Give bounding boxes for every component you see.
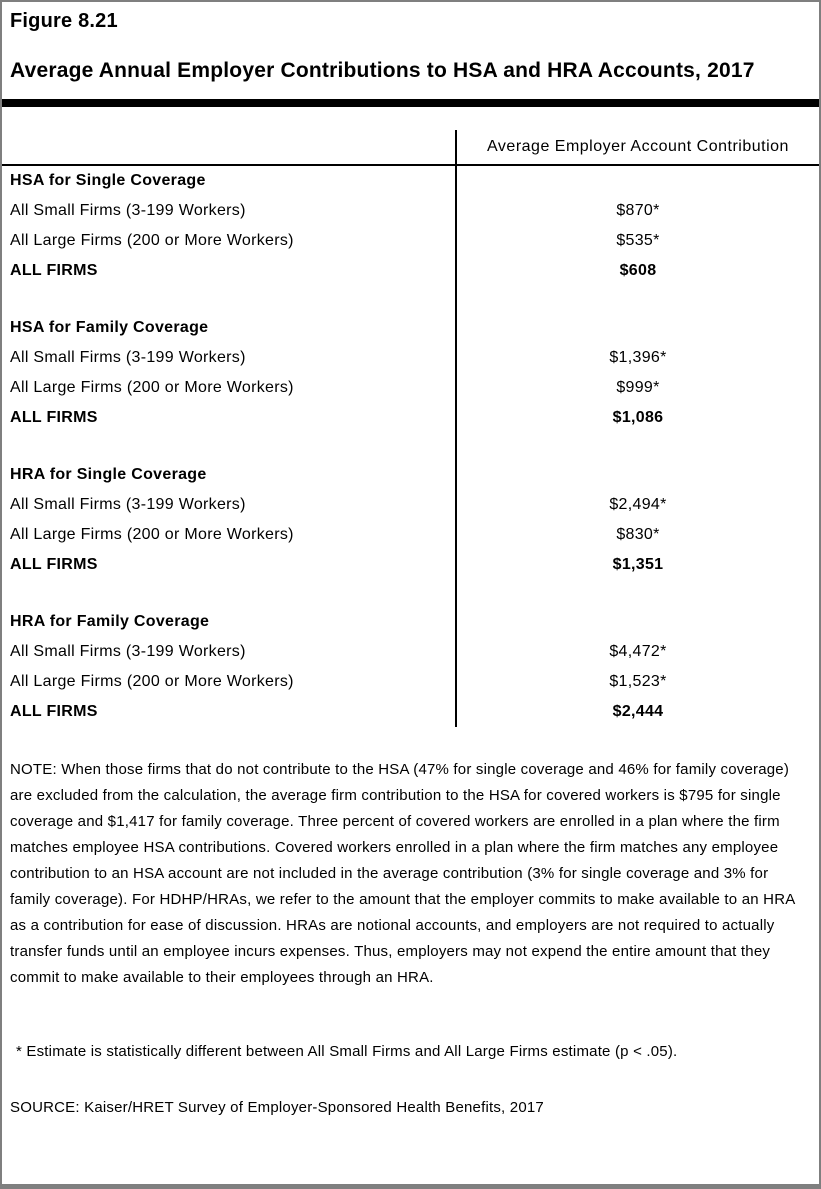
section-header-label: HRA for Family Coverage (10, 613, 210, 630)
row-value: $870* (455, 196, 819, 226)
section-header-row (2, 460, 819, 490)
row-label: ALL FIRMS (10, 262, 98, 279)
row-value: $1,086 (455, 403, 819, 433)
table-row (2, 403, 819, 433)
table-row (2, 343, 819, 373)
row-label: ALL FIRMS (10, 409, 98, 426)
section-header-row (2, 607, 819, 637)
row-value: $608 (455, 256, 819, 286)
row-label-header-cell (2, 130, 455, 164)
value-column-header: Average Employer Account Contribution (455, 130, 819, 164)
row-label: All Small Firms (3-199 Workers) (10, 349, 246, 366)
row-label: All Large Firms (200 or More Workers) (10, 526, 294, 543)
row-label: All Small Firms (3-199 Workers) (10, 496, 246, 513)
row-value: $1,523* (455, 667, 819, 697)
section-spacer-row (2, 433, 819, 460)
row-value-cell (455, 460, 819, 490)
section-header-label: HRA for Single Coverage (10, 466, 207, 483)
row-value: $2,494* (455, 490, 819, 520)
row-value: $4,472* (455, 637, 819, 667)
row-value-cell (455, 166, 819, 196)
row-value-cell (455, 286, 819, 313)
row-value: $2,444 (455, 697, 819, 727)
table-row (2, 226, 819, 256)
row-label: All Large Firms (200 or More Workers) (10, 379, 294, 396)
row-label-cell (2, 580, 455, 607)
row-label: All Large Firms (200 or More Workers) (10, 673, 294, 690)
row-label-cell (2, 286, 455, 313)
section-spacer-row (2, 580, 819, 607)
section-header-row (2, 313, 819, 343)
figure-label: Figure 8.21 (10, 10, 118, 32)
row-value: $830* (455, 520, 819, 550)
table-row (2, 637, 819, 667)
source-text: SOURCE: Kaiser/HRET Survey of Employer-Sponsored Health Benefits, 2017 (10, 1099, 544, 1116)
row-label: All Large Firms (200 or More Workers) (10, 232, 294, 249)
table-row (2, 550, 819, 580)
row-value-cell (455, 433, 819, 460)
footnote-text: * Estimate is statistically different between All Small Firms and All Large Firms estimate (p < .05). (16, 1043, 678, 1060)
page-title: Average Annual Employer Contributions to HSA and HRA Accounts, 2017 (10, 59, 755, 82)
row-label: All Small Firms (3-199 Workers) (10, 202, 246, 219)
row-value-cell (455, 313, 819, 343)
row-label: All Small Firms (3-199 Workers) (10, 643, 246, 660)
table-row (2, 196, 819, 226)
table-row (2, 373, 819, 403)
row-value: $1,351 (455, 550, 819, 580)
section-header-label: HSA for Family Coverage (10, 319, 209, 336)
contribution-table (2, 130, 819, 727)
section-header-label: HSA for Single Coverage (10, 172, 206, 189)
table-row (2, 490, 819, 520)
row-value: $535* (455, 226, 819, 256)
row-value-cell (455, 580, 819, 607)
table-row (2, 256, 819, 286)
table-row (2, 667, 819, 697)
note-text: NOTE: When those firms that do not contribute to the HSA (47% for single coverage and 46% for family coverage) are excluded from the calculation, the average firm contribution to the HSA for covered workers is $795 for single coverage and $1,417 for family coverage. Three percent of covered workers are enrolled in a plan where the firm matches employee HSA contributions. Covered workers enrolled in a plan where the firm matches any employee contribution to an HSA account are not included in the average contribution (3% for single coverage and 3% for family coverage). For HDHP/HRAs, we refer to the amount that the employer commits to make available to an HRA as a contribution for ease of discussion. HRAs are notional accounts, and employers are not required to actually transfer funds until an employee incurs expenses. Thus, employers may not expend the entire amount that they commit to make available to their employees through an HRA. (10, 761, 795, 986)
table-row (2, 697, 819, 727)
title-divider-bar (2, 99, 819, 107)
row-value: $1,396* (455, 343, 819, 373)
table-header-row (2, 130, 819, 166)
section-header-row (2, 166, 819, 196)
row-label: ALL FIRMS (10, 703, 98, 720)
row-label-cell (2, 433, 455, 460)
row-value-cell (455, 607, 819, 637)
section-spacer-row (2, 286, 819, 313)
table-body (2, 166, 819, 727)
row-label: ALL FIRMS (10, 556, 98, 573)
row-value: $999* (455, 373, 819, 403)
table-row (2, 520, 819, 550)
